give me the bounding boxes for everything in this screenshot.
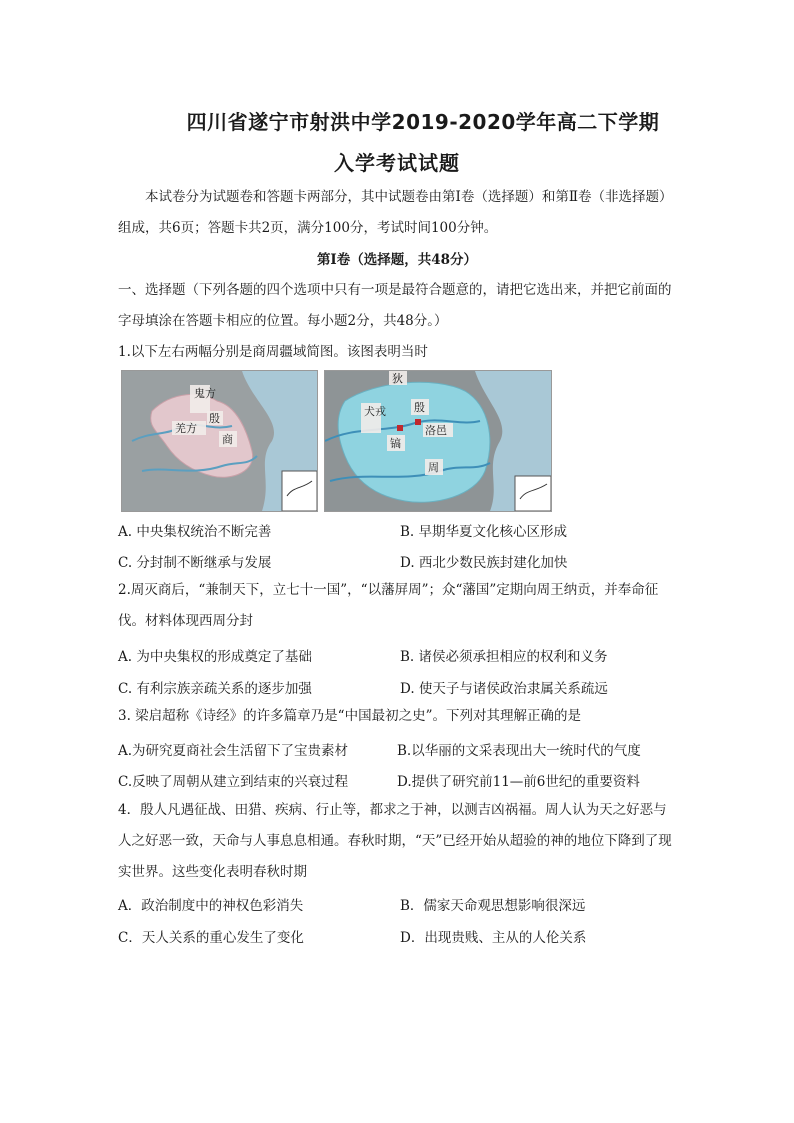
q3-option-c: C.反映了周朝从建立到结束的兴衰过程 xyxy=(118,774,349,790)
map-label-di: 狄 xyxy=(392,372,403,385)
q3-option-d: D.提供了研究前11—前6世纪的重要资料 xyxy=(397,774,640,790)
q4-option-b: B．儒家天命观思想影响很深远 xyxy=(400,898,586,914)
q3-option-a: A.为研究夏商社会生活留下了宝贵素材 xyxy=(118,743,349,759)
instructions: 一、选择题（下列各题的四个选项中只有一项是最符合题意的，请把它选出来，并把它前面的字母填涂在答题卡相应的位置。每小题2分，共48分。） xyxy=(118,282,672,329)
map-label-quanrong: 犬戎 xyxy=(364,405,386,418)
q1-option-c: C. 分封制不断继承与发展 xyxy=(118,555,272,571)
q4-option-c: C．天人关系的重心发生了变化 xyxy=(118,930,304,946)
map-label-zhou: 周 xyxy=(428,461,439,474)
q4-option-a: A．政治制度中的神权色彩消失 xyxy=(118,898,304,914)
q1-option-b: B. 早期华夏文化核心区形成 xyxy=(400,524,568,540)
q2-option-a: A. 为中央集权的形成奠定了基础 xyxy=(118,649,312,665)
map-figure xyxy=(121,370,551,510)
question-3-stem: 3. 梁启超称《诗经》的许多篇章乃是“中国最初之史”。下列对其理解正确的是 xyxy=(118,708,581,724)
question-2-stem: 2.周灭商后，“兼制天下，立七十一国”，“以藩屏周”；众“藩国”定期向周王纳贡，并奉命征伐。材料体现西周分封 xyxy=(118,582,659,629)
map-label-hao: 镐 xyxy=(390,437,401,450)
q3-option-b: B.以华丽的文采表现出大一统时代的气度 xyxy=(397,743,641,759)
q2-option-b: B. 诸侯必须承担相应的权利和义务 xyxy=(400,649,608,665)
q4-option-d: D．出现贵贱、主从的人伦关系 xyxy=(400,930,587,946)
question-1-stem: 1.以下左右两幅分别是商周疆域简图。该图表明当时 xyxy=(118,344,428,360)
q1-option-a: A. 中央集权统治不断完善 xyxy=(118,524,272,540)
intro-paragraph: 本试卷分为试题卷和答题卡两部分，其中试题卷由第Ⅰ卷（选择题）和第Ⅱ卷（非选择题）组成，共6页；答题卡共2页，满分100分，考试时间100分钟。 xyxy=(118,189,673,236)
map-label-shang: 商 xyxy=(222,433,233,446)
exam-title: 四川省遂宁市射洪中学2019-2020学年高二下学期 xyxy=(186,110,660,134)
map-label-qiangfang: 羌方 xyxy=(175,422,197,435)
shang-territory-map xyxy=(121,370,318,512)
zhou-territory-map xyxy=(324,370,552,512)
map-label-luoyi: 洛邑 xyxy=(425,424,447,437)
q1-option-d: D. 西北少数民族封建化加快 xyxy=(400,555,568,571)
question-4-stem: 4．殷人凡遇征战、田猎、疾病、行止等，都求之于神，以测吉凶祸福。周人认为天之好恶与人之好恶一致，天命与人事息息相通。春秋时期，“天”已经开始从超验的神的地位下降到了现实世界。这些变化表明春秋时期 xyxy=(118,802,672,880)
section-title: 第Ⅰ卷（选择题，共48分） xyxy=(316,252,478,268)
q2-option-d: D. 使天子与诸侯政治隶属关系疏远 xyxy=(400,681,608,697)
q2-option-c: C. 有利宗族亲疏关系的逐步加强 xyxy=(118,681,312,697)
map-label-guifang: 鬼方 xyxy=(194,387,216,400)
exam-subtitle: 入学考试试题 xyxy=(334,151,460,175)
map-label-zhou-yin: 殷 xyxy=(414,401,425,414)
map-label-yin: 殷 xyxy=(209,412,220,425)
